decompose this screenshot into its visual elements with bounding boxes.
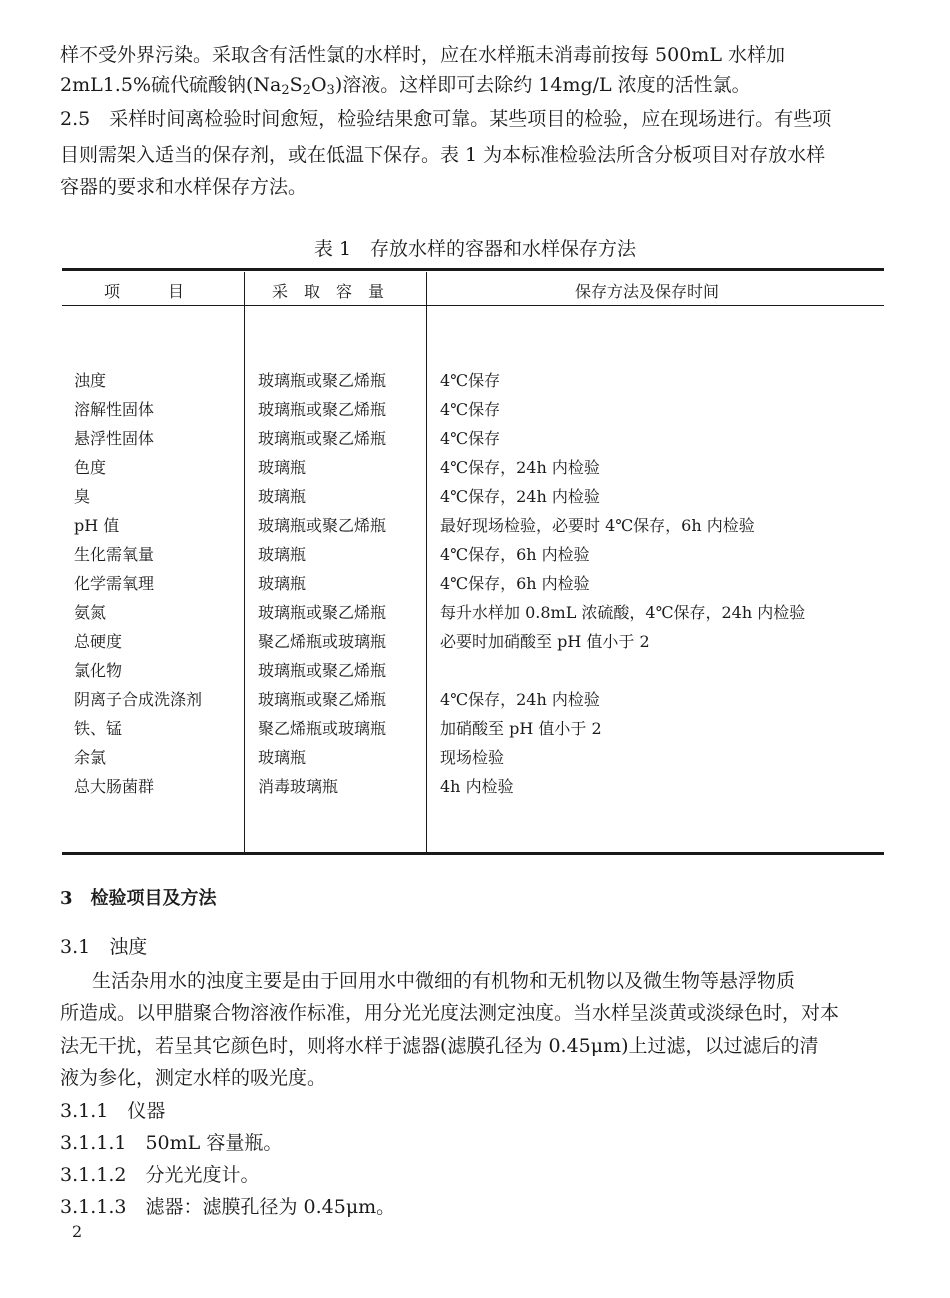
header-container: 采 取 容 量: [272, 282, 385, 301]
table-row-item: 氯化物: [74, 661, 123, 680]
section-3-heading: 3 检验项目及方法: [60, 888, 217, 909]
table-row-container: 玻璃瓶或聚乙烯瓶: [258, 690, 387, 709]
table-row-container: 玻璃瓶: [258, 545, 307, 564]
table-row-item: 总大肠菌群: [74, 777, 155, 796]
section-3-1-para-line-3: 法无干扰，若呈其它颜色时，则将水样于滤器(滤膜孔径为 0.45μm)上过滤，以过滤后的清: [60, 1035, 819, 1057]
table-top-rule: [62, 268, 884, 271]
section-3-1-1-1: 3.1.1.1 50mL 容量瓶。: [60, 1132, 283, 1154]
table-row-item: 总硬度: [74, 632, 123, 651]
table-row-container: 玻璃瓶: [258, 487, 307, 506]
table-row-item: 化学需氧理: [74, 574, 155, 593]
table-row-item: 余氯: [74, 748, 107, 767]
table-row-item: 氨氮: [74, 603, 107, 622]
table-row-container: 聚乙烯瓶或玻璃瓶: [258, 632, 387, 651]
table-column-divider-1: [244, 272, 245, 852]
table-row-item: 溶解性固体: [74, 400, 155, 419]
section-3-1-1-2: 3.1.1.2 分光光度计。: [60, 1164, 260, 1186]
table-bottom-rule: [62, 852, 884, 855]
section-3-1-para-line-1: 生活杂用水的浊度主要是由于回用水中微细的有机物和无机物以及微生物等悬浮物质: [92, 970, 796, 992]
para-2-5-line-2: 目则需架入适当的保存剂，或在低温下保存。表 1 为本标准检验法所含分板项目对存放水样: [60, 144, 826, 166]
table-row-item: 色度: [74, 458, 107, 477]
table-row-container: 玻璃瓶或聚乙烯瓶: [258, 400, 387, 419]
table-row-method: 4℃保存: [440, 429, 501, 448]
para-2-5-line-3: 容器的要求和水样保存方法。: [60, 176, 308, 198]
table-row-method: 4℃保存，6h 内检验: [440, 545, 590, 564]
table-row-container: 玻璃瓶或聚乙烯瓶: [258, 661, 387, 680]
table-row-container: 玻璃瓶: [258, 458, 307, 477]
table-row-method: 4h 内检验: [440, 777, 514, 796]
table-row-container: 玻璃瓶或聚乙烯瓶: [258, 429, 387, 448]
header-item: 项 目: [104, 282, 185, 301]
intro-line-2: 2mL1.5%硫代硫酸钠$(Na_2S_2O_3)$溶液。这样即可去除约 14mg/L 浓度的活性氯。: [60, 74, 751, 98]
table-row-method: 最好现场检验，必要时 4℃保存，6h 内检验: [440, 516, 755, 535]
table-row-method: 每升水样加 0.8mL 浓硫酸，4℃保存，24h 内检验: [440, 603, 806, 622]
intro-line-1: 样不受外界污染。采取含有活性氯的水样时，应在水样瓶未消毒前按每 500mL 水样加: [60, 44, 785, 66]
section-3-1-1-3: 3.1.1.3 滤器：滤膜孔径为 0.45μm。: [60, 1196, 396, 1218]
header-method: 保存方法及保存时间: [575, 282, 720, 301]
table-row-method: 4℃保存，6h 内检验: [440, 574, 590, 593]
table-row-method: 4℃保存，24h 内检验: [440, 458, 600, 477]
table-column-divider-2: [426, 272, 427, 852]
table-row-method: 4℃保存: [440, 400, 501, 419]
table-row-item: 阴离子合成洗涤剂: [74, 690, 203, 709]
table-row-container: 玻璃瓶: [258, 574, 307, 593]
table-row-container: 玻璃瓶或聚乙烯瓶: [258, 603, 387, 622]
table-row-method: 现场检验: [440, 748, 505, 767]
table-row-method: 4℃保存: [440, 371, 501, 390]
table-row-item: 浊度: [74, 371, 107, 390]
section-3-1-heading: 3.1 浊度: [60, 936, 148, 958]
table-row-item: 悬浮性固体: [74, 429, 155, 448]
table-row-method: 4℃保存，24h 内检验: [440, 690, 600, 709]
table-row-item: pH 值: [74, 516, 120, 535]
table-row-method: 4℃保存，24h 内检验: [440, 487, 600, 506]
table-row-container: 聚乙烯瓶或玻璃瓶: [258, 719, 387, 738]
table-row-item: 生化需氧量: [74, 545, 155, 564]
table-header-rule: [62, 305, 884, 306]
table-row-item: 臭: [74, 487, 91, 506]
section-3-1-1-heading: 3.1.1 仪器: [60, 1100, 166, 1122]
table-row-method: 加硝酸至 pH 值小于 2: [440, 719, 602, 738]
table-row-container: 玻璃瓶或聚乙烯瓶: [258, 516, 387, 535]
para-2-5-line-1: 2.5 采样时间离检验时间愈短，检验结果愈可靠。某些项目的检验，应在现场进行。有些项: [60, 108, 832, 130]
section-3-1-para-line-4: 液为参化，测定水样的吸光度。: [60, 1067, 327, 1089]
section-3-1-para-line-2: 所造成。以甲腊聚合物溶液作标准，用分光光度法测定浊度。当水样呈淡黄或淡绿色时，对本: [60, 1002, 840, 1024]
table-caption: 表 1 存放水样的容器和水样保存方法: [313, 238, 637, 260]
table-row-container: 玻璃瓶: [258, 748, 307, 767]
table-row-item: 铁、锰: [74, 719, 123, 738]
table-row-method: 必要时加硝酸至 pH 值小于 2: [440, 632, 650, 651]
table-row-container: 消毒玻璃瓶: [258, 777, 339, 796]
page-number: 2: [72, 1222, 83, 1241]
table-row-container: 玻璃瓶或聚乙烯瓶: [258, 371, 387, 390]
